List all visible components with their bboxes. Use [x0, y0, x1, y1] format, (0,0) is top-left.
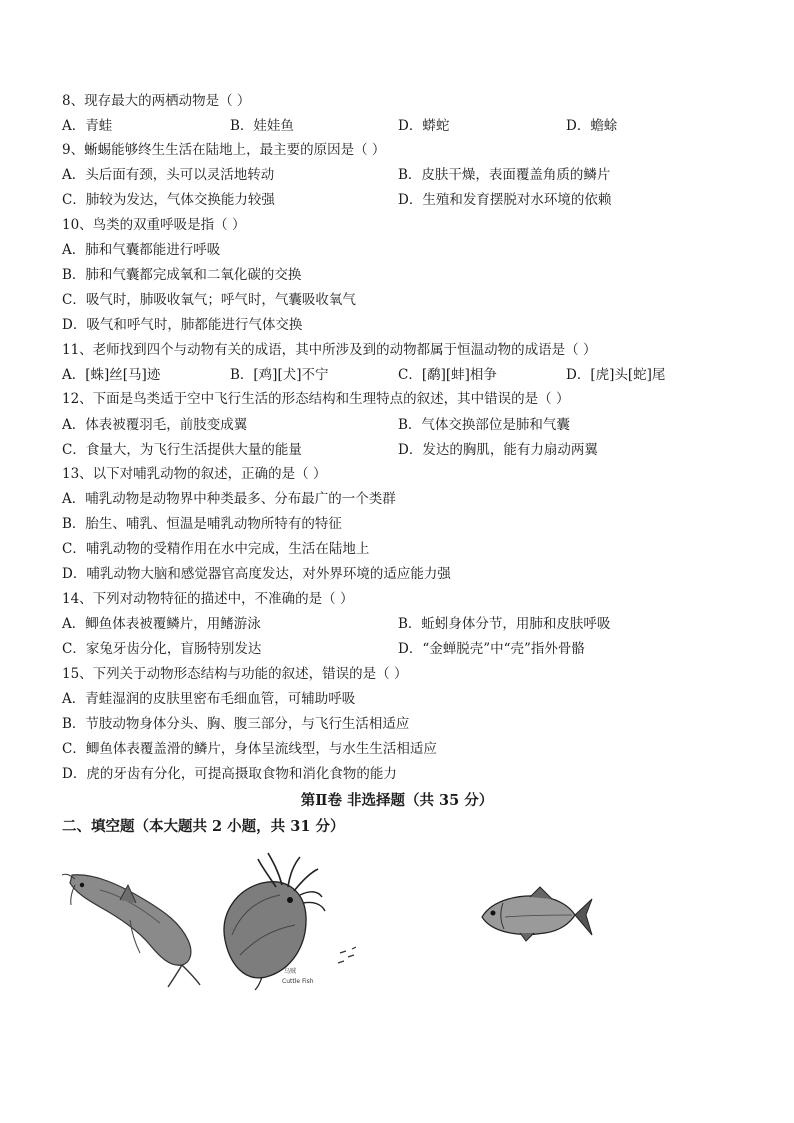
question-13-option-a: A．哺乳动物是动物界中种类最多、分布最广的一个类群 [62, 491, 396, 507]
question-11-option-a: A．[蛛]丝[马]迹 [62, 367, 161, 383]
section-title: 第Ⅱ卷 非选择题（共 35 分） [300, 792, 494, 809]
question-13-option-b: B．胎生、哺乳、恒温是哺乳动物所特有的特征 [62, 516, 342, 532]
question-9-stem: 9、蜥蜴能够终生生活在陆地上，最主要的原因是（ ） [62, 142, 386, 158]
question-11-stem: 11、老师找到四个与动物有关的成语，其中所涉及到的动物都属于恒温动物的成语是（ ） [62, 342, 597, 358]
question-8-option-a: A．青蛙 [62, 118, 113, 134]
question-11-option-b: B．[鸡][犬]不宁 [230, 367, 329, 383]
question-8-option-d: D．蟾蜍 [566, 118, 618, 134]
question-10-option-b: B．肺和气囊都完成氧和二氧化碳的交换 [62, 267, 302, 283]
question-10-option-a: A．肺和气囊都能进行呼吸 [62, 242, 221, 258]
question-10-option-c: C．吸气时，肺吸收氧气；呼气时，气囊吸收氧气 [62, 292, 356, 308]
question-15-option-c: C．鲫鱼体表覆盖滑的鳞片，身体呈流线型，与水生生活相适应 [62, 741, 437, 757]
question-9-option-d: D．生殖和发育摆脱对水环境的依赖 [398, 192, 612, 208]
question-13-option-c: C．哺乳动物的受精作用在水中完成，生活在陆地上 [62, 541, 370, 557]
question-12-option-c: C．食量大，为飞行生活提供大量的能量 [62, 442, 302, 458]
question-15-option-b: B．节肢动物身体分头、胸、腹三部分，与飞行生活相适应 [62, 716, 410, 732]
question-12-option-a: A．体表被覆羽毛，前肢变成翼 [62, 417, 248, 433]
question-14-option-a: A．鲫鱼体表被覆鳞片，用鳍游泳 [62, 616, 261, 632]
question-8-option-b: B．娃娃鱼 [230, 118, 294, 134]
question-15-option-d: D．虎的牙齿有分化，可提高摄取食物和消化食物的能力 [62, 766, 397, 782]
question-11-option-c: C．[鹬][蚌]相争 [398, 367, 497, 383]
question-15-option-a: A．青蛙湿润的皮肤里密布毛细血管，可辅助呼吸 [62, 691, 356, 707]
question-12-option-b: B．气体交换部位是肺和气囊 [398, 417, 570, 433]
question-14-option-d: D．“金蝉脱壳”中“壳”指外骨骼 [398, 641, 585, 657]
question-10-option-d: D．吸气和呼气时，肺都能进行气体交换 [62, 317, 303, 333]
question-8-stem: 8、现存最大的两栖动物是（ ） [62, 93, 251, 109]
question-9-option-b: B．皮肤干燥，表面覆盖角质的鳞片 [398, 167, 611, 183]
subsection-title: 二、填空题（本大题共 2 小题，共 31 分） [62, 818, 345, 835]
question-9-option-c: C．肺较为发达，气体交换能力较强 [62, 192, 275, 208]
figure-caption-cn: 乌贼 [284, 968, 297, 975]
animal-figures [0, 845, 794, 995]
question-14-option-b: B．蚯蚓身体分节，用肺和皮肤呼吸 [398, 616, 611, 632]
question-13-stem: 13、以下对哺乳动物的叙述，正确的是（ ） [62, 466, 327, 482]
question-14-option-c: C．家兔牙齿分化，盲肠特别发达 [62, 641, 262, 657]
question-12-stem: 12、下面是鸟类适于空中飞行生活的形态结构和生理特点的叙述，其中错误的是（ ） [62, 391, 570, 407]
question-10-stem: 10、鸟类的双重呼吸是指（ ） [62, 217, 246, 233]
figure-caption-en: Cuttle Fish [282, 978, 314, 985]
question-14-stem: 14、下列对动物特征的描述中，不准确的是（ ） [62, 591, 354, 607]
question-15-stem: 15、下列关于动物形态结构与功能的叙述，错误的是（ ） [62, 666, 408, 682]
carp-illustration [482, 887, 592, 941]
question-8-option-c: D．蟒蛇 [398, 118, 450, 134]
catfish-illustration [62, 874, 200, 987]
question-9-option-a: A．头后面有颈，头可以灵活地转动 [62, 167, 275, 183]
question-13-option-d: D．哺乳动物大脑和感觉器官高度发达，对外界环境的适应能力强 [62, 566, 451, 582]
question-11-option-d: D．[虎]头[蛇]尾 [566, 367, 666, 383]
question-12-option-d: D．发达的胸肌，能有力扇动两翼 [398, 442, 598, 458]
